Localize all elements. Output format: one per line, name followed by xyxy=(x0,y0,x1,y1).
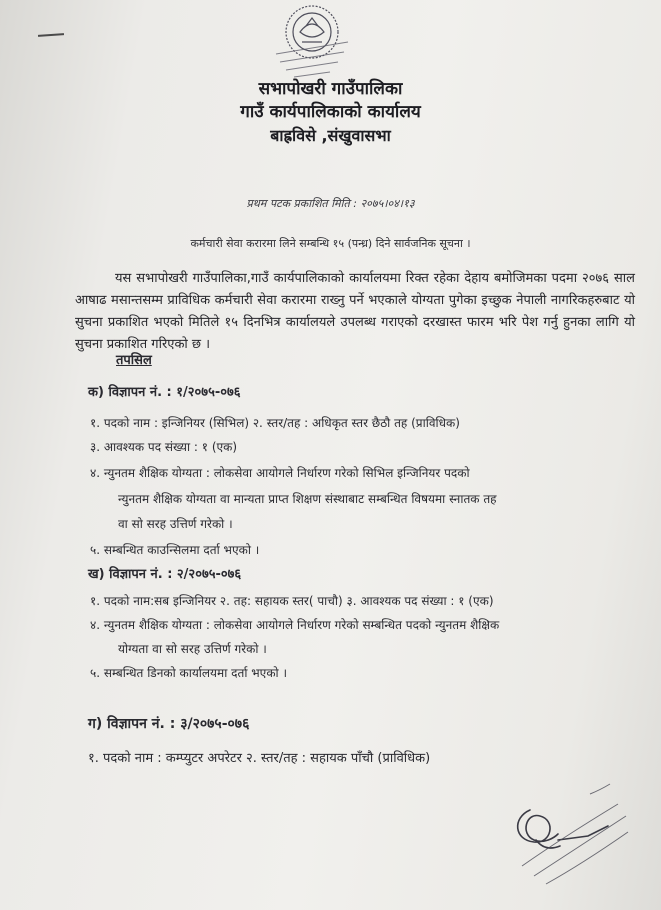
section-a-line-6: ५. सम्बन्धित काउन्सिलमा दर्ता भएको । xyxy=(90,543,260,557)
publication-date: प्रथम पटक प्रकाशित मिति : २०७५।०४।१३ xyxy=(246,197,415,210)
intro-text: यस सभापोखरी गाउँपालिका,गाउँ कार्यपालिकाको कार्यालयमा रिक्त रहेका देहाय बमोजिमका पदमा २०७६ साल आषाढ मसान्तसम्म प्राविधिक कर्मचारी सेवा करारमा राख्नु पर्ने भएकाले योग्यता पुगेका इच्छुक नेपाली नागरिकहरुबाट यो सुचना प्रकाशित भएको मितिले १५ दिनभित्र कार्यालयले उपलब्ध गराएको दरखास्त फारम भरि पेश गर्नु हुनका लागि यो सुचना प्रकाशित गरिएको छ । xyxy=(75,271,635,352)
section-a-line-2: ३. आवश्यक पद संख्या : १ (एक) xyxy=(90,440,238,454)
section-a-line-4: न्युनतम शैक्षिक योग्यता वा मान्यता प्राप्त शिक्षण संस्थाबाट सम्बन्धित विषयमा स्नातक तह xyxy=(118,492,497,506)
details-heading: तपसिल xyxy=(116,353,152,368)
section-b-line-4: ५. सम्बन्धित डिनको कार्यालयमा दर्ता भएको । xyxy=(90,666,288,680)
section-b-line-3: योग्यता वा सो सरह उत्तिर्ण गरेको । xyxy=(118,642,267,656)
section-b-line-1: १. पदको नाम:सब इन्जिनियर २. तह: सहायक स्तर( पाचौ) ३. आवश्यक पद संख्या : १ (एक) xyxy=(90,594,494,608)
pen-mark xyxy=(38,33,64,37)
section-c-line-1: १. पदको नाम : कम्प्युटर अपरेटर २. स्तर/तह : सहायक पाँचौ (प्राविधिक) xyxy=(88,751,431,766)
municipality-name: सभापोखरी गाउँपालिका xyxy=(258,79,403,99)
section-heading-a: क) विज्ञापन नं. : १/२०७५-०७६ xyxy=(88,385,241,400)
section-heading-b: ख) विज्ञापन नं. : २/२०७५-०७६ xyxy=(88,567,242,582)
section-heading-c: ग) विज्ञापन नं. : ३/२०७५-०७६ xyxy=(88,716,250,732)
signature-stamp-icon xyxy=(500,770,650,890)
office-seal-icon xyxy=(262,2,362,84)
section-a-line-1: १. पदको नाम : इन्जिनियर (सिभिल) २. स्तर/तह : अधिकृत स्तर छैठौ तह (प्राविधिक) xyxy=(90,416,460,430)
office-name: गाउँ कार्यपालिकाको कार्यालय xyxy=(240,102,421,122)
section-a-line-5: वा सो सरह उत्तिर्ण गरेको । xyxy=(118,517,233,531)
office-address: बाह्रविसे ,संखुवासभा xyxy=(270,126,391,145)
section-b-line-2: ४. न्युनतम शैक्षिक योग्यता : लोकसेवा आयोगले निर्धारण गरेको सम्बन्धित पदको न्युनतम शैक्षिक xyxy=(90,618,500,632)
section-a-line-3: ४. न्युनतम शैक्षिक योग्यता : लोकसेवा आयोगले निर्धारण गरेको सिभिल इन्जिनियर पदको xyxy=(90,466,470,480)
intro-paragraph xyxy=(75,268,635,356)
notice-subject: कर्मचारी सेवा करारमा लिने सम्बन्धि १५ (पन्ध्र) दिने सार्वजनिक सूचना । xyxy=(190,237,471,250)
